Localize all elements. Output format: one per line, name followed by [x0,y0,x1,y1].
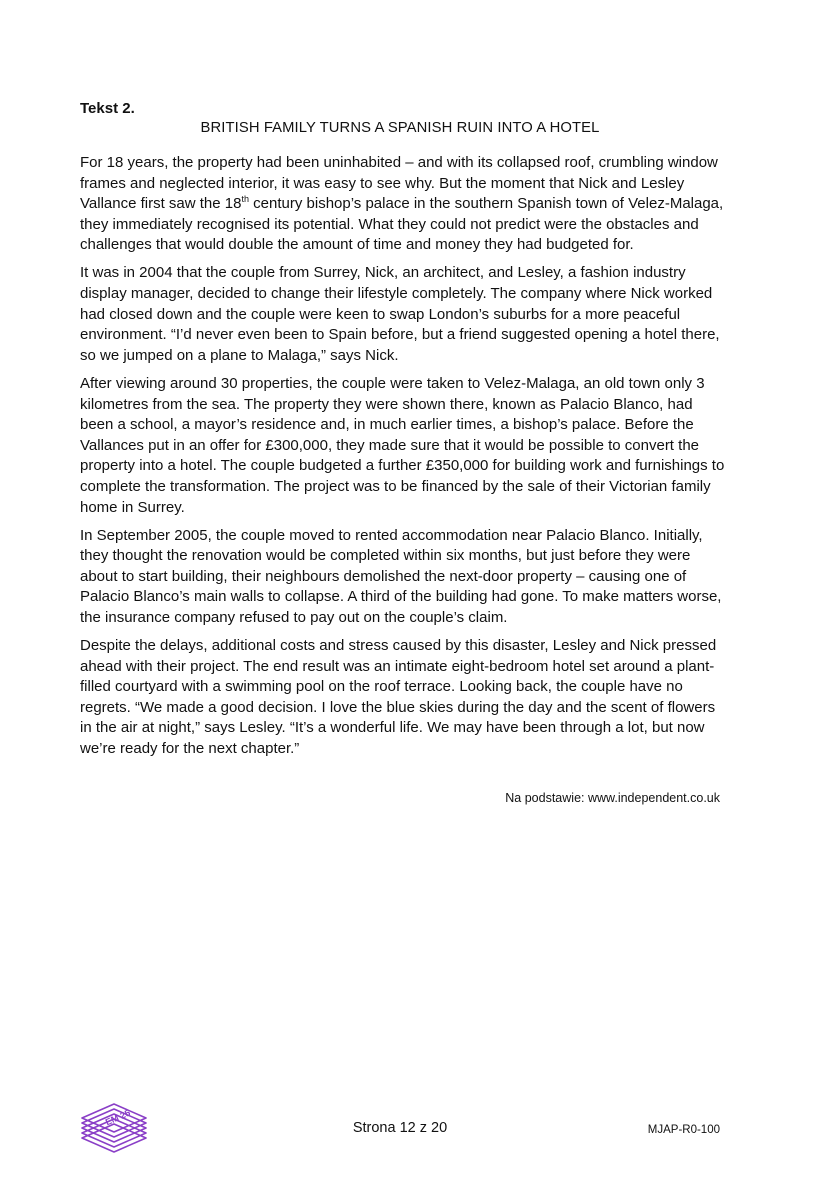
logo-text: EM 25 [103,1107,132,1128]
paragraph-1 [80,153,725,256]
article-body [80,153,725,767]
paragraph-4: In September 2005, the couple moved to rented accommodation near Palacio Blanco. Initially, they thought the renovation would be completed within six months, but just before they were about to start building, their neighbours demolished the next-door property – causing one of Palacio Blanco’s main walls to collapse. A third of the building had gone. To make matters worse, the insurance company refused to pay out on the couple’s claim. [80,526,722,626]
text-label: Tekst 2. [80,100,135,117]
source-citation: Na podstawie: www.independent.co.uk [505,791,720,805]
paragraph-1-start: For 18 years, the property had been uninhabited – and with its collapsed roof, crumbling window frames and neglected interior, it was easy to see why. But the moment that Nick and Lesley Vallance first saw the 18 [80,154,718,213]
paragraph-1-end: century bishop’s palace in the southern Spanish town of Velez-Malaga, they immediately recognised its potential. What they could not predict were the obstacles and challenges that would double the amount of time and money they had budgeted for. [80,195,724,254]
ordinal-suffix: th [241,194,249,205]
page-number: Strona 12 z 20 [352,1120,448,1136]
article-title: BRITISH FAMILY TURNS A SPANISH RUIN INTO A HOTEL [200,120,600,136]
paragraph-3: After viewing around 30 properties, the couple were taken to Velez-Malaga, an old town only 3 kilometres from the sea. The property they were shown there, known as Palacio Blanco, had been a school, a mayor’s residence and, in much earlier times, a bishop’s palace. Before the Vallances put in an offer for £300,000, they made sure that it would be possible to convert the property into a hotel. The couple budgeted a further £350,000 for building work and furnishings to complete the transformation. The project was to be financed by the sale of their Victorian family home in Surrey. [80,374,725,516]
paragraph-2: It was in 2004 that the couple from Surrey, Nick, an architect, and Lesley, a fashion industry display manager, decided to change their lifestyle completely. The company where Nick worked had closed down and the couple were keen to swap London’s suburbs for a more peaceful environment. “I’d never even been to Spain before, but a friend suggested opening a hotel there, so we jumped on a plane to Malaga,” says Nick. [80,264,720,364]
paragraph-5: Despite the delays, additional costs and stress caused by this disaster, Lesley and Nick pressed ahead with their project. The end result was an intimate eight-bedroom hotel set around a plant-filled courtyard with a swimming pool on the roof terrace. Looking back, the couple have no regrets. “We made a good decision. I love the blue skies during the day and the scent of flowers in the air at night,” says Lesley. “It’s a wonderful life. We may have been through a lot, but now we’re ready for the next chapter.” [80,637,717,758]
exam-code: MJAP-R0-100 [647,1124,720,1136]
